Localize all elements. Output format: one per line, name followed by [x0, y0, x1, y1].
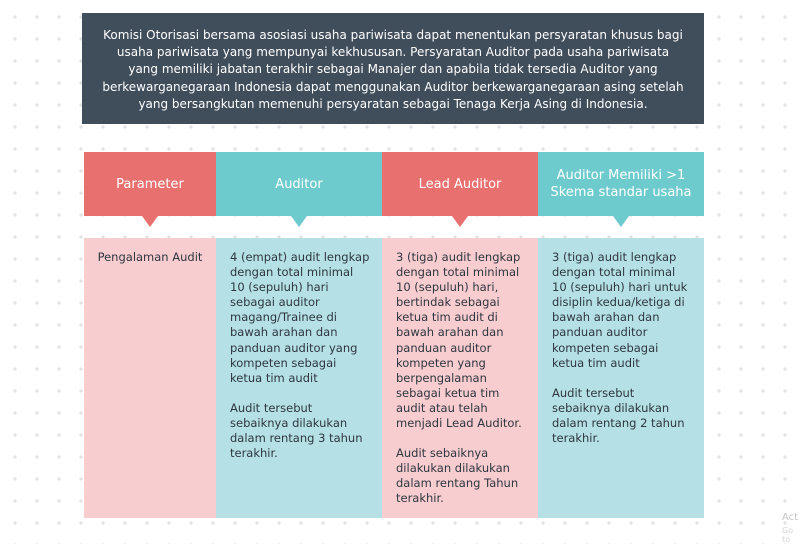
cell-auditor-multi-scheme: [538, 238, 704, 518]
auditor-timeframe: Audit tersebut sebaiknya dilakukan dalam rentang 3 tahun terakhir.: [230, 400, 363, 461]
cell-lead-auditor: [382, 238, 538, 518]
cell-parameter: [84, 238, 216, 518]
auditor-multi-timeframe: Audit tersebut sebaiknya dilakukan dalam rentang 2 tahun terakhir.: [552, 385, 685, 446]
activation-watermark-sub: Go to: [782, 526, 794, 544]
header-auditor: Auditor: [216, 152, 382, 216]
auditor-multi-requirement: 3 (tiga) audit lengkap dengan total minimal 10 (sepuluh) hari untuk disiplin kedua/ketiga di bawah arahan dan panduan auditor kompeten sebagai ketua tim audit: [552, 250, 688, 370]
header-lead-auditor: Lead Auditor: [382, 152, 538, 216]
parameter-label: Pengalaman Audit: [97, 250, 203, 264]
intro-text-box: Komisi Otorisasi bersama asosiasi usaha pariwisata dapat menentukan persyaratan khusus bagi usaha pariwisata yang mempunyai kekhususan. Persyaratan Auditor pada usaha pariwisata yang memiliki jabatan terakhir sebagai Manajer dan apabila tidak tersedia Auditor yang berkewarganegaraan Indonesia dapat menggunakan Auditor berkewarganegaraan asing setelah yang bersangkutan memenuhi persyaratan sebagai Tenaga Kerja Asing di Indonesia.: [82, 13, 704, 124]
header-parameter: Parameter: [84, 152, 216, 216]
auditor-requirement: 4 (empat) audit lengkap dengan total minimal 10 (sepuluh) hari sebagai auditor magang/Trainee di bawah arahan dan panduan auditor yang kompeten sebagai ketua tim audit: [230, 250, 370, 385]
lead-auditor-requirement: 3 (tiga) audit lengkap dengan total minimal 10 (sepuluh) hari, bertindak sebagai ketua tim audit di bawah arahan dan panduan auditor kompeten yang berpengalaman sebagai ketua tim audit atau telah menjadi Lead Auditor.: [396, 250, 522, 431]
activation-watermark: Act: [782, 512, 799, 523]
lead-auditor-timeframe: Audit sebaiknya dilakukan dilakukan dalam rentang Tahun terakhir.: [396, 446, 519, 506]
header-auditor-multi-scheme: Auditor Memiliki >1 Skema standar usaha: [538, 152, 704, 216]
cell-auditor: [216, 238, 382, 518]
